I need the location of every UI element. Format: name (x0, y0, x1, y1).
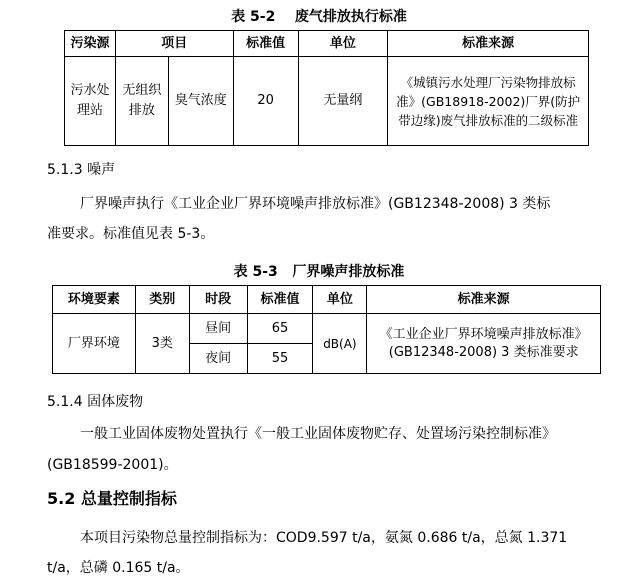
table-5-3-title: 表 5-3 厂界噪声排放标准 (233, 264, 405, 280)
header-pollution-source: 污染源 (65, 31, 116, 57)
section-5-1-3-para-line2: 准要求。标准值见表 5-3。 (47, 226, 215, 242)
cell-pollution-source: 污水处理站 (65, 57, 116, 146)
header-unit: 单位 (298, 31, 388, 57)
cell-standard-value: 20 (233, 57, 298, 146)
section-5-1-4-heading: 5.1.4 固体废物 (47, 394, 144, 410)
table-5-2-header-row (65, 31, 589, 57)
cell-unit: dB(A) (313, 314, 367, 374)
header-environment-element: 环境要素 (53, 286, 136, 314)
cell-item-type: 无组织排放 (115, 57, 168, 146)
section-5-2-para-line2: t/a，总磷 0.165 t/a。 (47, 560, 190, 576)
table-5-2-title: 表 5-2 废气排放执行标准 (231, 9, 407, 25)
header-period: 时段 (189, 286, 247, 314)
cell-standard-source: 《工业企业厂界环境噪声排放标准》(GB12348-2008) 3 类标准要求 (367, 314, 601, 374)
section-5-1-4-para-line2: (GB18599-2001)。 (47, 457, 178, 473)
cell-value-day: 65 (247, 314, 313, 344)
header-item: 项目 (115, 31, 233, 57)
cell-category: 3类 (135, 314, 189, 374)
section-5-2-para-line1: 本项目污染物总量控制指标为：COD9.597 t/a，氨氮 0.686 t/a，总氮 1.371 (80, 530, 568, 546)
section-5-1-3-para-line1: 厂界噪声执行《工业企业厂界环境噪声排放标准》(GB12348-2008) 3 类标 (80, 196, 551, 212)
cell-period-day: 昼间 (189, 314, 247, 344)
section-5-2-heading: 5.2 总量控制指标 (47, 489, 177, 508)
cell-value-night: 55 (247, 344, 313, 374)
table-5-3-header-row (53, 286, 601, 314)
cell-period-night: 夜间 (189, 344, 247, 374)
header-standard-source: 标准来源 (388, 31, 589, 57)
table-row (53, 314, 601, 344)
cell-unit: 无量纲 (298, 57, 388, 146)
section-5-1-4-para-line1: 一般工业固体废物处置执行《一般工业固体废物贮存、处置场污染控制标准》 (80, 426, 556, 442)
table-5-2 (64, 30, 589, 146)
header-unit: 单位 (313, 286, 367, 314)
header-standard-value: 标准值 (247, 286, 313, 314)
section-5-1-3-heading: 5.1.3 噪声 (47, 162, 116, 178)
header-category: 类别 (135, 286, 189, 314)
header-standard-source: 标准来源 (367, 286, 601, 314)
cell-standard-source: 《城镇污水处理厂污染物排放标准》(GB18918-2002)厂界(防护带边缘)废气排放标准的二级标准 (388, 57, 589, 146)
table-5-3 (52, 285, 601, 374)
table-row (65, 57, 589, 146)
cell-environment-element: 厂界环境 (53, 314, 136, 374)
cell-item: 臭气浓度 (168, 57, 233, 146)
header-standard-value: 标准值 (233, 31, 298, 57)
